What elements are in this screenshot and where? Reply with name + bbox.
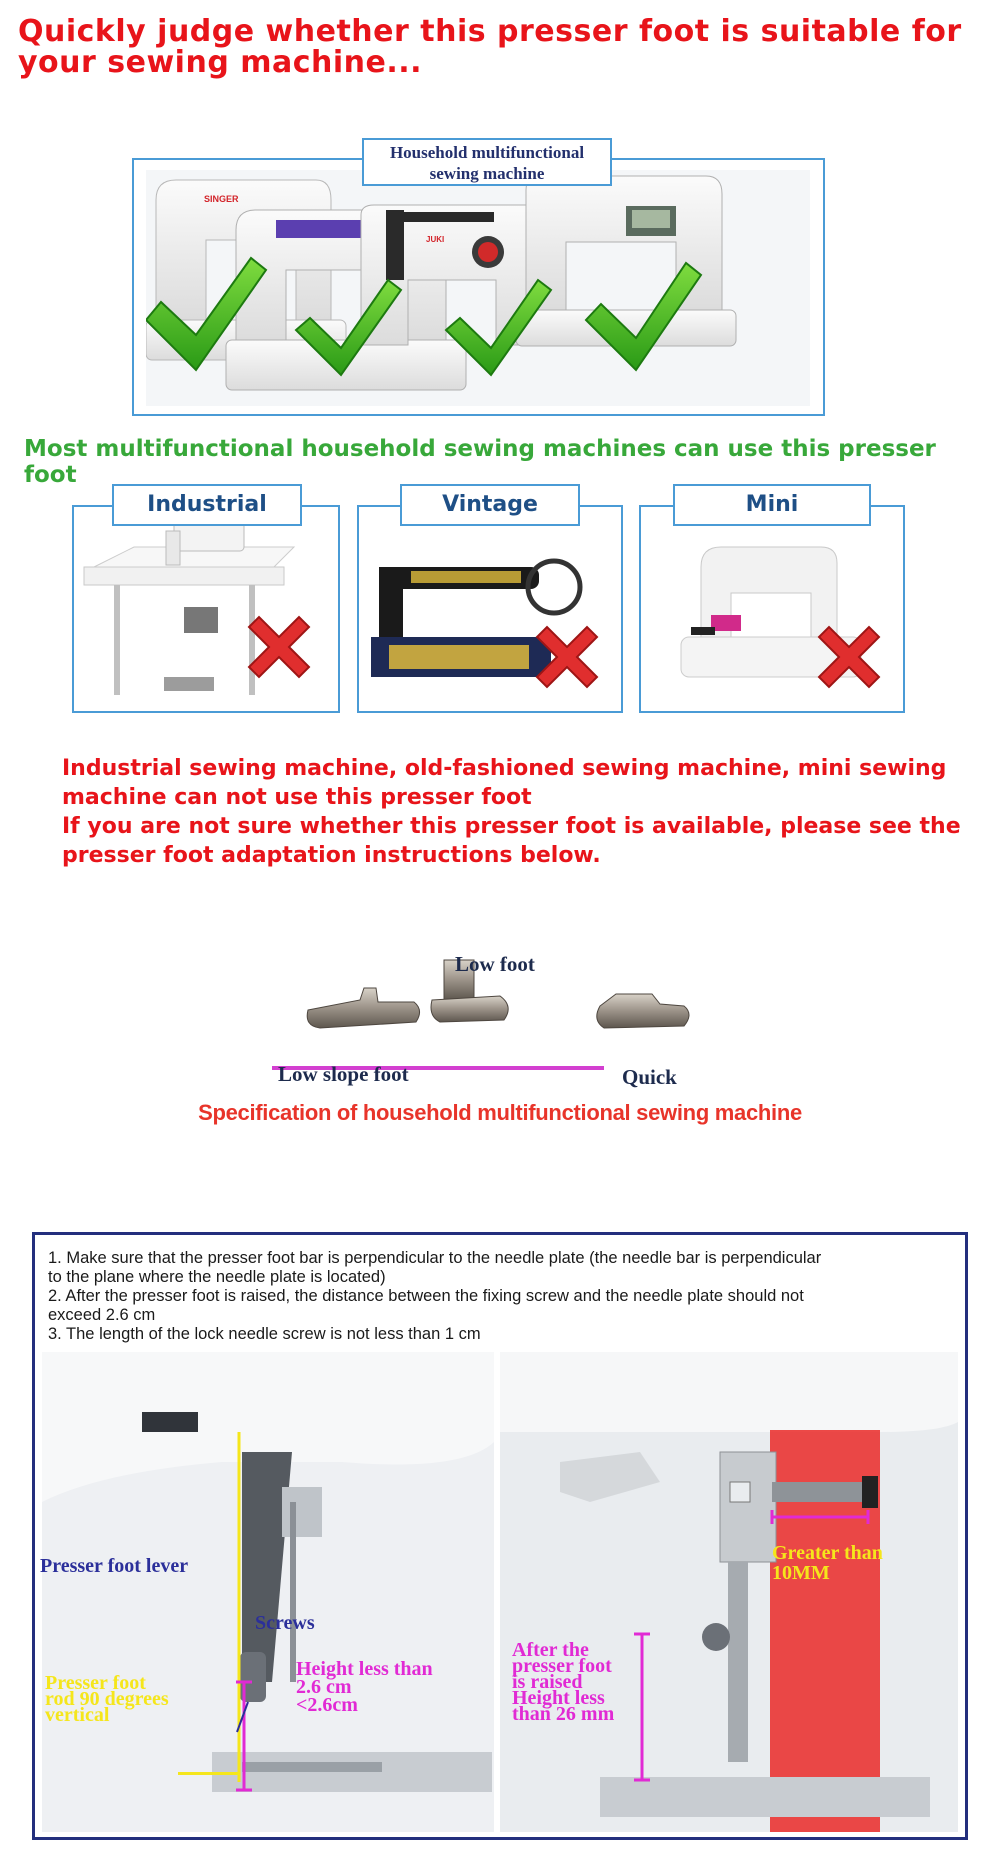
presser-foot-lever-label: Presser foot lever bbox=[40, 1555, 189, 1577]
headline-line-2: your sewing machine... bbox=[18, 45, 423, 80]
household-machines-photo bbox=[146, 170, 810, 406]
household-label-line-2: sewing machine bbox=[429, 164, 545, 183]
unsuitable-text-line-3: If you are not sure whether this presser foot is available, please see the bbox=[62, 814, 961, 839]
height-less-label bbox=[296, 1660, 433, 1714]
vintage-machine-photo bbox=[359, 507, 621, 711]
after-raised-line-3: is raised bbox=[512, 1671, 583, 1693]
height-less-line-2: 2.6 cm bbox=[296, 1676, 352, 1698]
instruction-line-2: to the plane where the needle plate is located) bbox=[48, 1268, 386, 1286]
industrial-panel bbox=[72, 505, 340, 713]
cross-icon-industrial bbox=[249, 617, 309, 677]
mini-machine-photo bbox=[641, 507, 903, 711]
height-less-line-3: <2.6cm bbox=[296, 1694, 358, 1716]
industrial-label: Industrial bbox=[112, 484, 302, 526]
left-measure-photo bbox=[42, 1352, 494, 1832]
household-caption: Most multifunctional household sewing machines can use this presser foot bbox=[24, 436, 936, 488]
after-raised-line-1: After the bbox=[512, 1639, 589, 1661]
household-label bbox=[362, 138, 612, 186]
low-foot-label: Low foot bbox=[455, 952, 535, 976]
vintage-panel bbox=[357, 505, 623, 713]
headline-line-1: Quickly judge whether this presser foot is suitable for bbox=[18, 14, 962, 49]
mini-panel bbox=[639, 505, 905, 713]
quick-foot-label: Quick bbox=[622, 1065, 677, 1089]
quick-foot-icon bbox=[597, 994, 689, 1028]
rod-line-2: rod 90 degrees bbox=[45, 1688, 169, 1710]
singer-brand: SINGER bbox=[204, 194, 239, 204]
after-raised-line-4: Height less bbox=[512, 1687, 605, 1709]
greater-than-line-1: Greater than bbox=[772, 1542, 883, 1564]
after-raised-line-2: presser foot bbox=[512, 1655, 612, 1677]
low-slope-foot-label: Low slope foot bbox=[278, 1062, 409, 1086]
juki-brand: JUKI bbox=[426, 235, 445, 244]
unsuitable-text-line-4: presser foot adaptation instructions below. bbox=[62, 843, 601, 868]
low-slope-foot-icon bbox=[307, 988, 419, 1028]
spec-caption: Specification of household multifunctional sewing machine bbox=[198, 1100, 802, 1125]
instruction-line-5: 3. The length of the lock needle screw is not less than 1 cm bbox=[48, 1325, 481, 1343]
unsuitable-text-line-1: Industrial sewing machine, old-fashioned sewing machine, mini sewing bbox=[62, 756, 947, 781]
mini-label: Mini bbox=[673, 484, 871, 526]
after-raised-label bbox=[512, 1639, 615, 1725]
screws-label: Screws bbox=[255, 1612, 315, 1634]
height-less-line-1: Height less than bbox=[296, 1658, 433, 1680]
household-label-line-1: Household multifunctional bbox=[389, 143, 585, 162]
right-measure-photo bbox=[500, 1352, 958, 1832]
rod-label bbox=[45, 1672, 169, 1726]
greater-than-line-2: 10MM bbox=[772, 1562, 830, 1584]
after-raised-line-5: than 26 mm bbox=[512, 1703, 615, 1725]
unsuitable-text-line-2: machine can not use this presser foot bbox=[62, 785, 532, 810]
instruction-line-4: exceed 2.6 cm bbox=[48, 1306, 156, 1324]
rod-line-1: Presser foot bbox=[45, 1672, 146, 1694]
instruction-line-1: 1. Make sure that the presser foot bar is perpendicular to the needle plate (the needle bar is perpendicular bbox=[48, 1249, 822, 1267]
vintage-label: Vintage bbox=[400, 484, 580, 526]
headline bbox=[18, 16, 978, 78]
rod-line-3: vertical bbox=[45, 1704, 110, 1726]
instruction-line-3: 2. After the presser foot is raised, the distance between the fixing screw and the needle plate should not bbox=[48, 1287, 804, 1305]
greater-than-label bbox=[772, 1543, 883, 1583]
industrial-machine-photo bbox=[74, 507, 338, 711]
